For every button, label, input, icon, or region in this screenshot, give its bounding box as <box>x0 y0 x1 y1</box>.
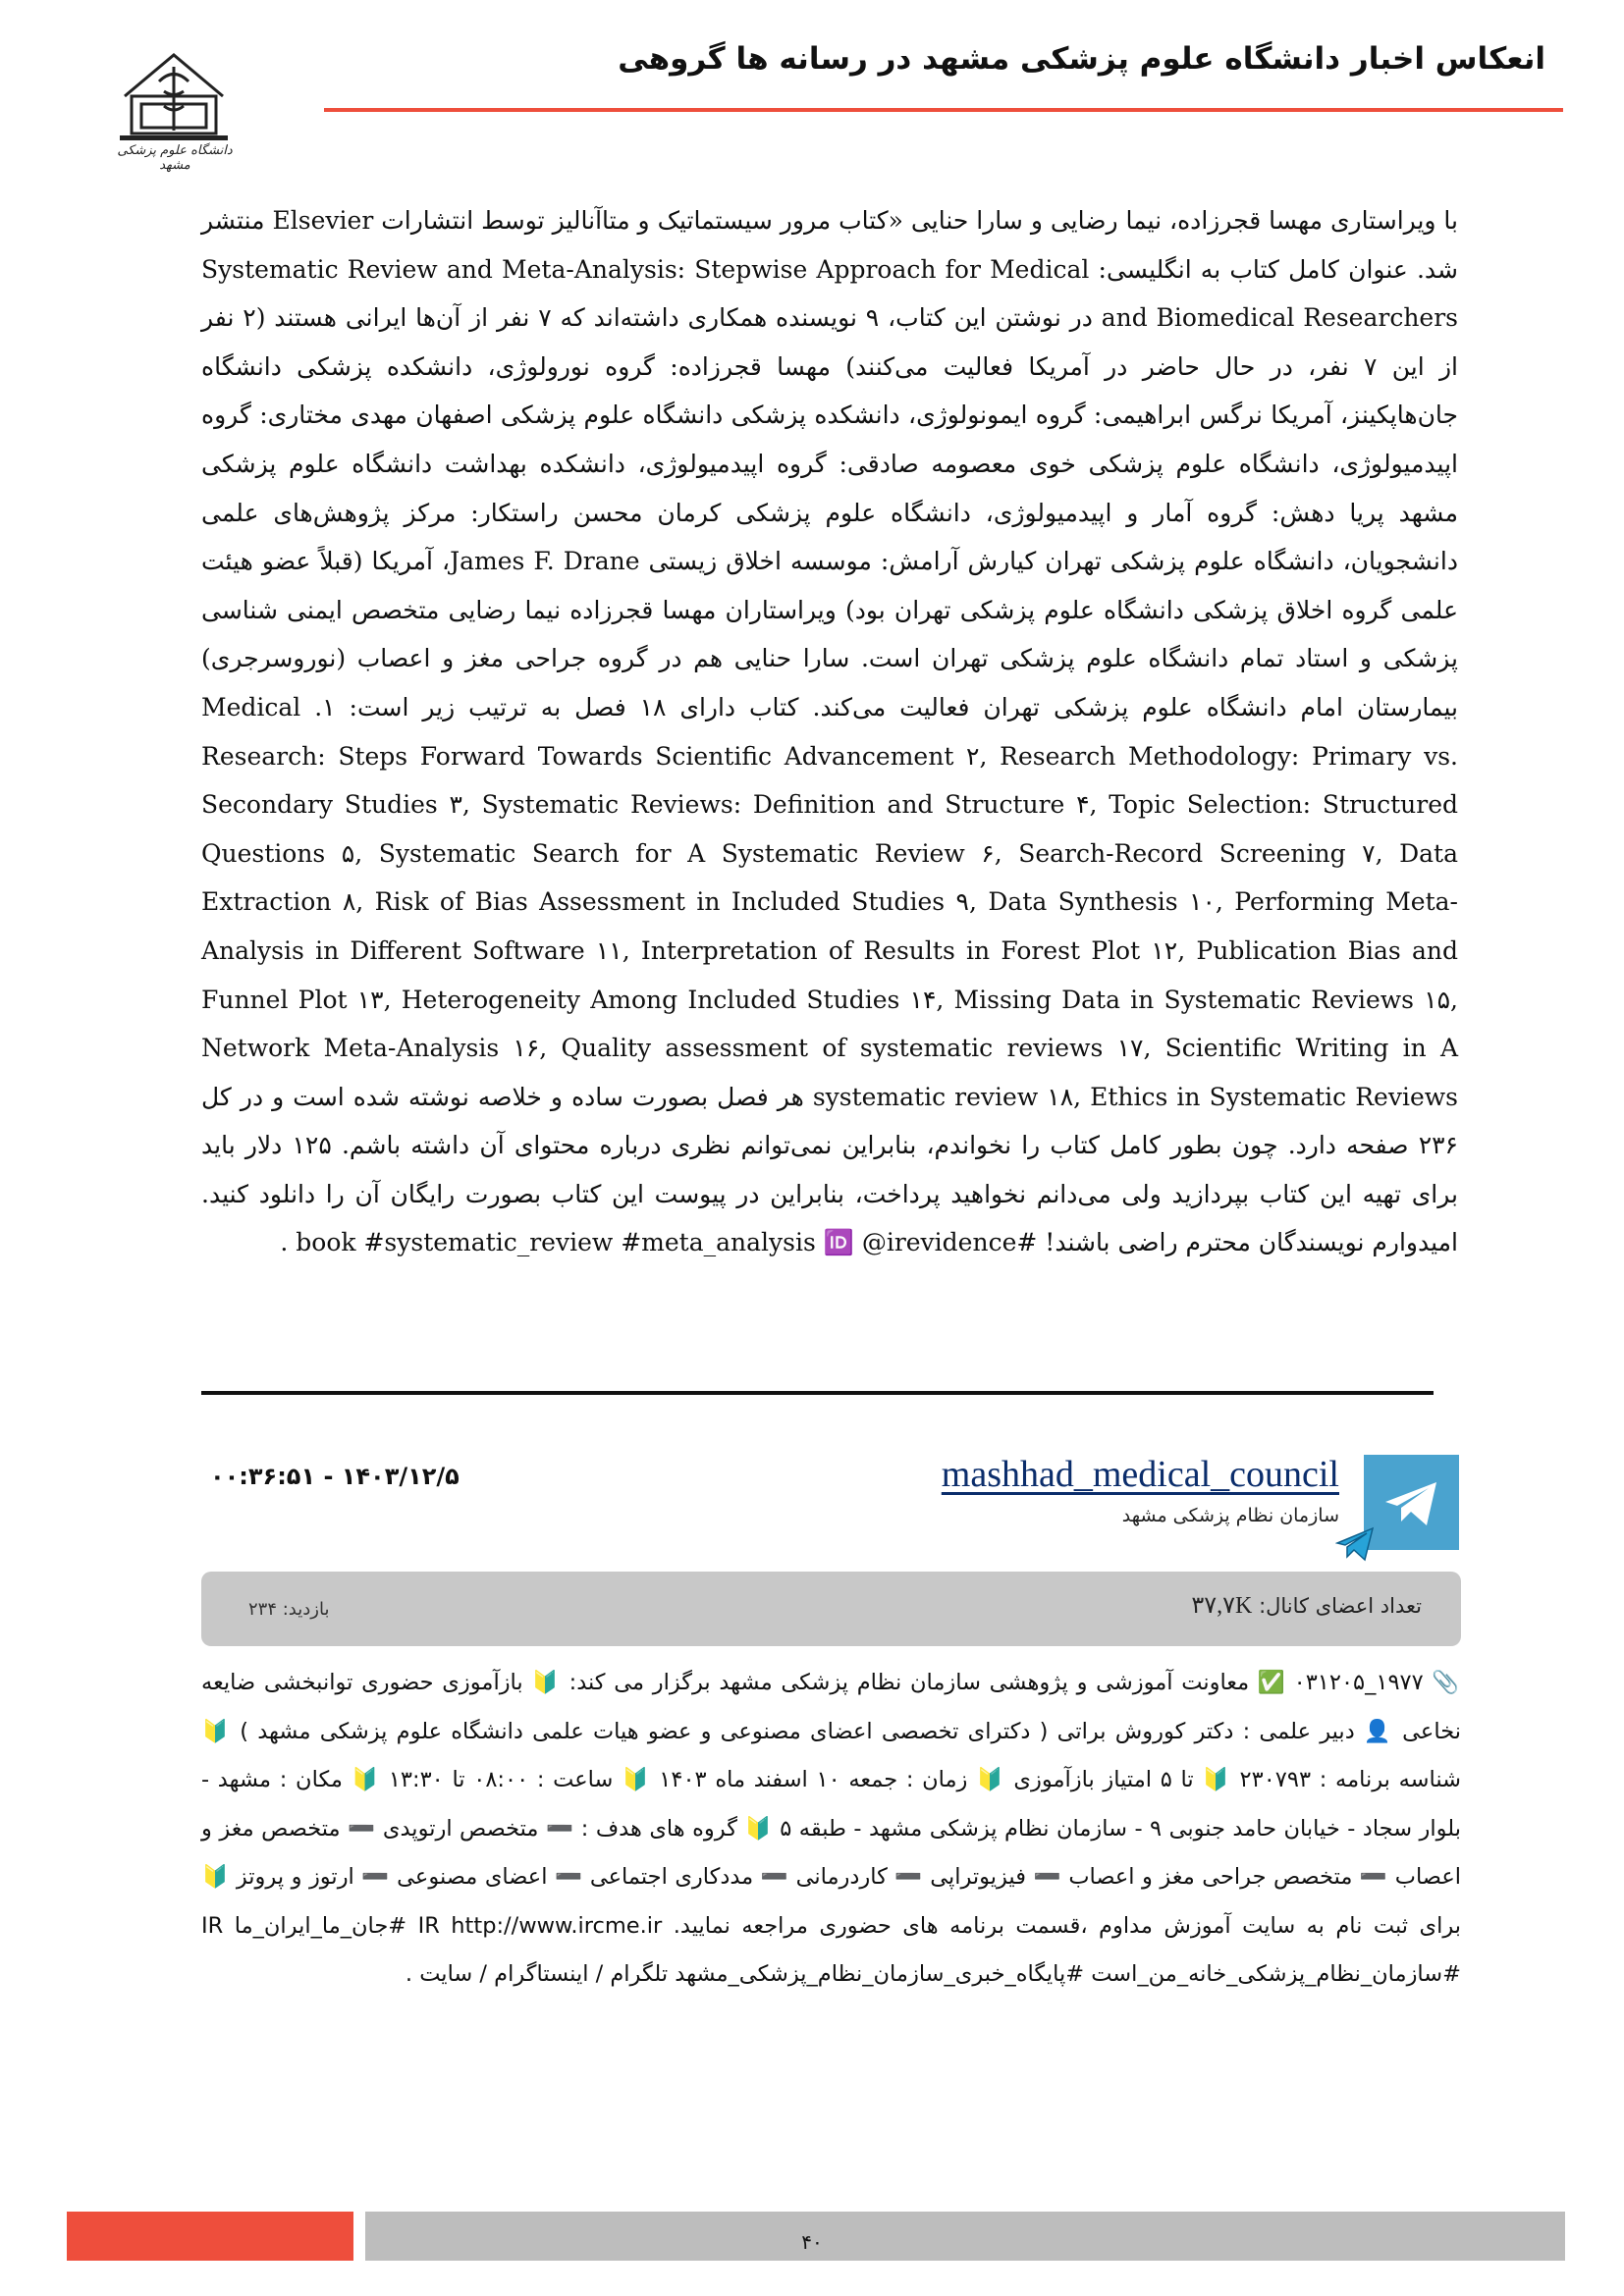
section-separator <box>201 1391 1434 1395</box>
logo-caption: دانشگاه علوم پزشکی مشهد <box>117 143 233 173</box>
view-count: بازدید: ۲۳۴ <box>248 1599 330 1620</box>
page-title: انعکاس اخبار دانشگاه علوم پزشکی مشهد در رسانه ها گروهی <box>618 41 1545 77</box>
telegram-icon[interactable] <box>1364 1455 1459 1550</box>
channel-link[interactable]: mashhad_medical_council <box>941 1454 1339 1495</box>
title-rule <box>324 108 1563 112</box>
post-paragraph: 📎 ۱۹۷۷_۰۳۱۲۰۵ ✅ معاونت آموزشی و پژوهشی سازمان نظام پزشکی مشهد برگزار می کند: 🔰 بازآموزی حضوری توانبخشی ضایعه نخاعی 👤 دبیر علمی : دکتر کوروش براتی ( دکترای تخصصی اعضای مصنوعی و عضو هیات علمی دانشگاه علوم پزشکی مشهد ) 🔰 شناسه برنامه : ۲۳۰۷۹۳ 🔰 تا ۵ امتیاز بازآموزی 🔰 زمان : جمعه ۱۰ اسفند ماه ۱۴۰۳ 🔰 ساعت : ۰۸:۰۰ تا ۱۳:۳۰ 🔰 مکان : مشهد - بلوار سجاد - خیابان حامد جنوبی ۹ - سازمان نظام پزشکی مشهد - طبقه ۵ 🔰 گروه های هدف : ➖ متخصص ارتوپدی ➖ متخصص مغز و اعصاب ➖ متخصص جراحی مغز و اعصاب ➖ فیزیوتراپی ➖ کاردرمانی ➖ مددکاری اجتماعی ➖ اعضای مصنوعی ➖ ارتوز و پروتز 🔰 برای ثبت نام به سایت آموزش مداوم ،قسمت برنامه های حضوری مراجعه نمایید. IR http://www.ircme.ir #جان_ما_ایران_ما IR #سازمان_نظام_پزشکی_خانه_من_است #پایگاه_خبری_سازمان_نظام_پزشکی_مشهد تلگرام / اینستاگرام / سایت . <box>201 1670 1462 1987</box>
page-number: ۴۰ <box>801 2230 823 2254</box>
article-paragraph: با ویراستاری مهسا قجرزاده، نیما رضایی و سارا حنایی «کتاب مرور سیستماتیک و متاآنالیز توسط انتشارات Elsevier منتشر شد. عنوان کامل کتاب به انگلیسی: Systematic Review and Meta-Analysis: Stepwise Approach for Medical and Biomedical Researchers در نوشتن این کتاب، ۹ نویسنده همکاری داشته‌اند که ۷ نفر از آن‌ها ایرانی هستند (۲ نفر از این ۷ نفر، در حال حاضر در آمریکا فعالیت می‌کنند) مهسا قجرزاده: گروه نورولوژی، دانشکده پزشکی دانشگاه جان‌هاپکینز، آمریکا نرگس ابراهیمی: گروه ایمونولوژی، دانشکده پزشکی دانشگاه علوم پزشکی اصفهان مهدی مختاری: گروه اپیدمیولوژی، دانشگاه علوم پزشکی خوی معصومه صادقی: گروه اپیدمیولوژی، دانشکده بهداشت دانشگاه علوم پزشکی مشهد پریا دهش: گروه آمار و اپیدمیولوژی، دانشگاه علوم پزشکی کرمان محسن راستکار: مرکز پژوهش‌های علمی دانشجویان، دانشگاه علوم پزشکی تهران کیارش آرامش: موسسه اخلاق زیستی James F. Drane، آمریکا (قبلاً عضو هیئت علمی گروه اخلاق پزشکی دانشگاه علوم پزشکی تهران بود) ویراستاران مهسا قجرزاده نیما رضایی متخصص ایمنی شناسی پزشکی و استاد تمام دانشگاه علوم پزشکی تهران است. سارا حنایی هم در گروه جراحی مغز و اعصاب (نوروسرجری) بیمارستان امام دانشگاه علوم پزشکی تهران فعالیت می‌کند. کتاب دارای ۱۸ فصل به ترتیب زیر است: ۱. Medical Research: Steps Forward Towards Scientific Advancement ۲, Research Methodology: Primary vs. Secondary Studies ۳, Systematic Reviews: Definition and Structure ۴, Topic Selection: Structured Questions ۵, Systematic Search for A Systematic Review ۶, Search-Record Screening ۷, Data Extraction ۸, Risk of Bias Assessment in Included Studies ۹, Data Synthesis ۱۰, Performing Meta-Analysis in Different Software ۱۱, Interpretation of Results in Forest Plot ۱۲, Publication Bias and Funnel Plot ۱۳, Heterogeneity Among Included Studies ۱۴, Missing Data in Systematic Reviews ۱۵, Network Meta-Analysis ۱۶, Quality assessment of systematic reviews ۱۷, Scientific Writing in A systematic review ۱۸, Ethics in Systematic Reviews هر فصل بصورت ساده و خلاصه نوشته شده است و در کل ۲۳۶ صفحه دارد. چون بطور کامل کتاب را نخواندم، بنابراین نمی‌توانم نظری درباره محتوای آن داشته باشم. ۱۲۵ دلار باید برای تهیه این کتاب بپردازید ولی می‌دانم نخواهید پرداخت، بنابراین در پیوست این کتاب بصورت رایگان آن را دانلود کنید. امیدوارم نویسندگان محترم راضی باشند! #book #systematic_review #meta_analysis 🆔 @irevidence . <box>201 206 1458 1257</box>
article-body <box>201 196 1458 1267</box>
post-date: ۰۰:۳۶:۵۱ - ۱۴۰۳/۱۲/۵ <box>210 1463 460 1490</box>
members-label: تعداد اعضای کانال: <box>1259 1594 1422 1618</box>
members-count <box>1191 1591 1422 1620</box>
members-value: ۳۷,۷K <box>1191 1593 1253 1619</box>
post-body <box>201 1659 1461 2000</box>
channel-stats-bar <box>201 1572 1461 1646</box>
telegram-badge-icon <box>1335 1526 1375 1562</box>
channel-name: سازمان نظام پزشکی مشهد <box>1121 1505 1339 1526</box>
